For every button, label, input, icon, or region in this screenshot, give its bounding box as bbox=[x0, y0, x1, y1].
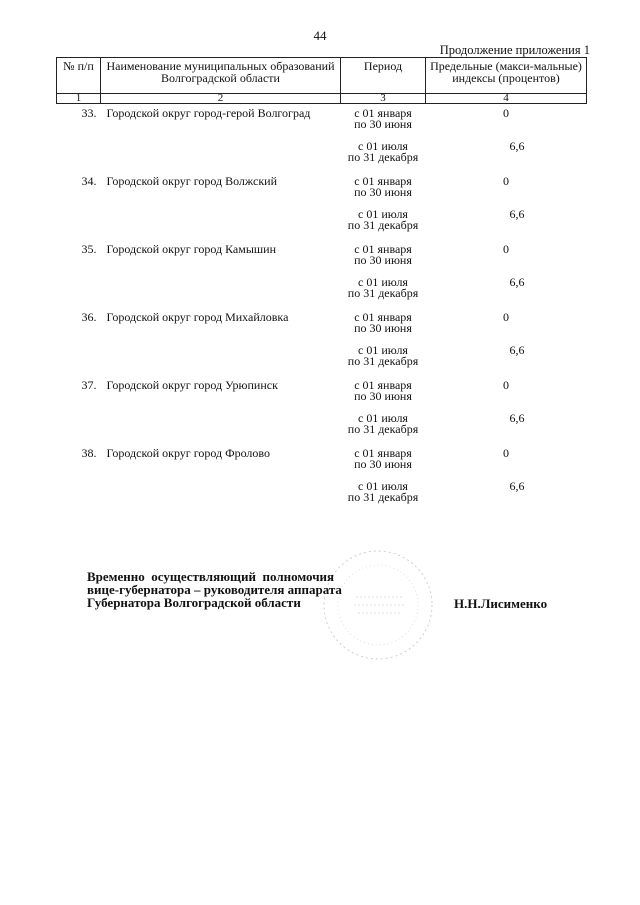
empty-cell bbox=[57, 342, 101, 376]
index-value: 6,6 bbox=[509, 411, 525, 425]
table-row bbox=[57, 342, 587, 376]
column-number: 3 bbox=[341, 94, 426, 104]
signature-title-line: Губернатора Волгоградской области bbox=[87, 595, 301, 610]
header-period: Период bbox=[341, 58, 426, 94]
row-number: 36. bbox=[81, 310, 97, 324]
empty-cell bbox=[101, 206, 341, 240]
signer-name: Н.Н.Лисименко bbox=[454, 596, 548, 611]
period-cell: с 01 января по 30 июня bbox=[354, 310, 412, 335]
index-value: 0 bbox=[503, 106, 509, 120]
period-cell: с 01 января по 30 июня bbox=[354, 378, 412, 403]
empty-cell bbox=[101, 342, 341, 376]
row-number: 38. bbox=[81, 446, 97, 460]
period-cell: с 01 января по 30 июня bbox=[354, 106, 412, 131]
header-municipality: Наименование муниципальных образований Волгоградской области bbox=[101, 58, 341, 94]
period-cell: с 01 января по 30 июня bbox=[354, 174, 412, 199]
index-value: 6,6 bbox=[509, 139, 525, 153]
row-number: 35. bbox=[81, 242, 97, 256]
period-cell: с 01 июля по 31 декабря bbox=[347, 343, 419, 368]
period-cell: с 01 июля по 31 декабря bbox=[347, 275, 419, 300]
municipality-name: Городской округ город Урюпинск bbox=[106, 378, 278, 392]
index-value: 0 bbox=[503, 310, 509, 324]
empty-cell bbox=[57, 206, 101, 240]
period-cell: с 01 июля по 31 декабря bbox=[347, 479, 419, 504]
index-value: 0 bbox=[503, 242, 509, 256]
column-number-row bbox=[57, 94, 587, 104]
signature-title-line: вице-губернатора – руководителя аппарата bbox=[87, 582, 342, 597]
row-number: 33. bbox=[81, 106, 97, 120]
table-row bbox=[57, 104, 587, 139]
row-number: 37. bbox=[81, 378, 97, 392]
column-number: 1 bbox=[57, 94, 101, 104]
header-index: Предельные (макси-мальные) индексы (процентов) bbox=[426, 58, 587, 94]
empty-cell bbox=[101, 478, 341, 512]
period-cell: с 01 января по 30 июня bbox=[354, 446, 412, 471]
table-row bbox=[57, 308, 587, 342]
signature-block bbox=[87, 570, 342, 609]
index-value: 0 bbox=[503, 378, 509, 392]
row-number: 34. bbox=[81, 174, 97, 188]
table-header-row bbox=[57, 58, 587, 94]
table-body bbox=[57, 104, 587, 513]
table-row bbox=[57, 274, 587, 308]
table-row bbox=[57, 172, 587, 206]
municipality-name: Городской округ город Камышин bbox=[106, 242, 276, 256]
table-row bbox=[57, 444, 587, 478]
empty-cell bbox=[101, 274, 341, 308]
header-number: № п/п bbox=[57, 58, 101, 94]
table-row bbox=[57, 240, 587, 274]
table-row bbox=[57, 138, 587, 172]
column-number: 4 bbox=[426, 94, 587, 104]
table-row bbox=[57, 376, 587, 410]
index-value: 6,6 bbox=[509, 479, 525, 493]
empty-cell bbox=[57, 138, 101, 172]
empty-cell bbox=[101, 138, 341, 172]
empty-cell bbox=[57, 478, 101, 512]
empty-cell bbox=[101, 410, 341, 444]
empty-cell bbox=[57, 410, 101, 444]
period-cell: с 01 января по 30 июня bbox=[354, 242, 412, 267]
signature-title-line: Временно осуществляющий полномочия bbox=[87, 569, 335, 584]
page-number: 44 bbox=[313, 28, 327, 43]
period-cell: с 01 июля по 31 декабря bbox=[347, 411, 419, 436]
period-cell: с 01 июля по 31 декабря bbox=[347, 207, 419, 232]
table-row bbox=[57, 478, 587, 512]
municipality-name: Городской округ город-герой Волгоград bbox=[106, 106, 311, 120]
index-table bbox=[56, 57, 587, 512]
index-value: 0 bbox=[503, 174, 509, 188]
column-number: 2 bbox=[101, 94, 341, 104]
municipality-name: Городской округ город Волжский bbox=[106, 174, 277, 188]
appendix-continuation-note: Продолжение приложения 1 bbox=[439, 43, 590, 57]
municipality-name: Городской округ город Фролово bbox=[106, 446, 270, 460]
municipality-name: Городской округ город Михайловка bbox=[106, 310, 289, 324]
period-cell: с 01 июля по 31 декабря bbox=[347, 139, 419, 164]
empty-cell bbox=[57, 274, 101, 308]
table-row bbox=[57, 206, 587, 240]
index-value: 0 bbox=[503, 446, 509, 460]
index-value: 6,6 bbox=[509, 207, 525, 221]
index-value: 6,6 bbox=[509, 343, 525, 357]
index-value: 6,6 bbox=[509, 275, 525, 289]
table-row bbox=[57, 410, 587, 444]
